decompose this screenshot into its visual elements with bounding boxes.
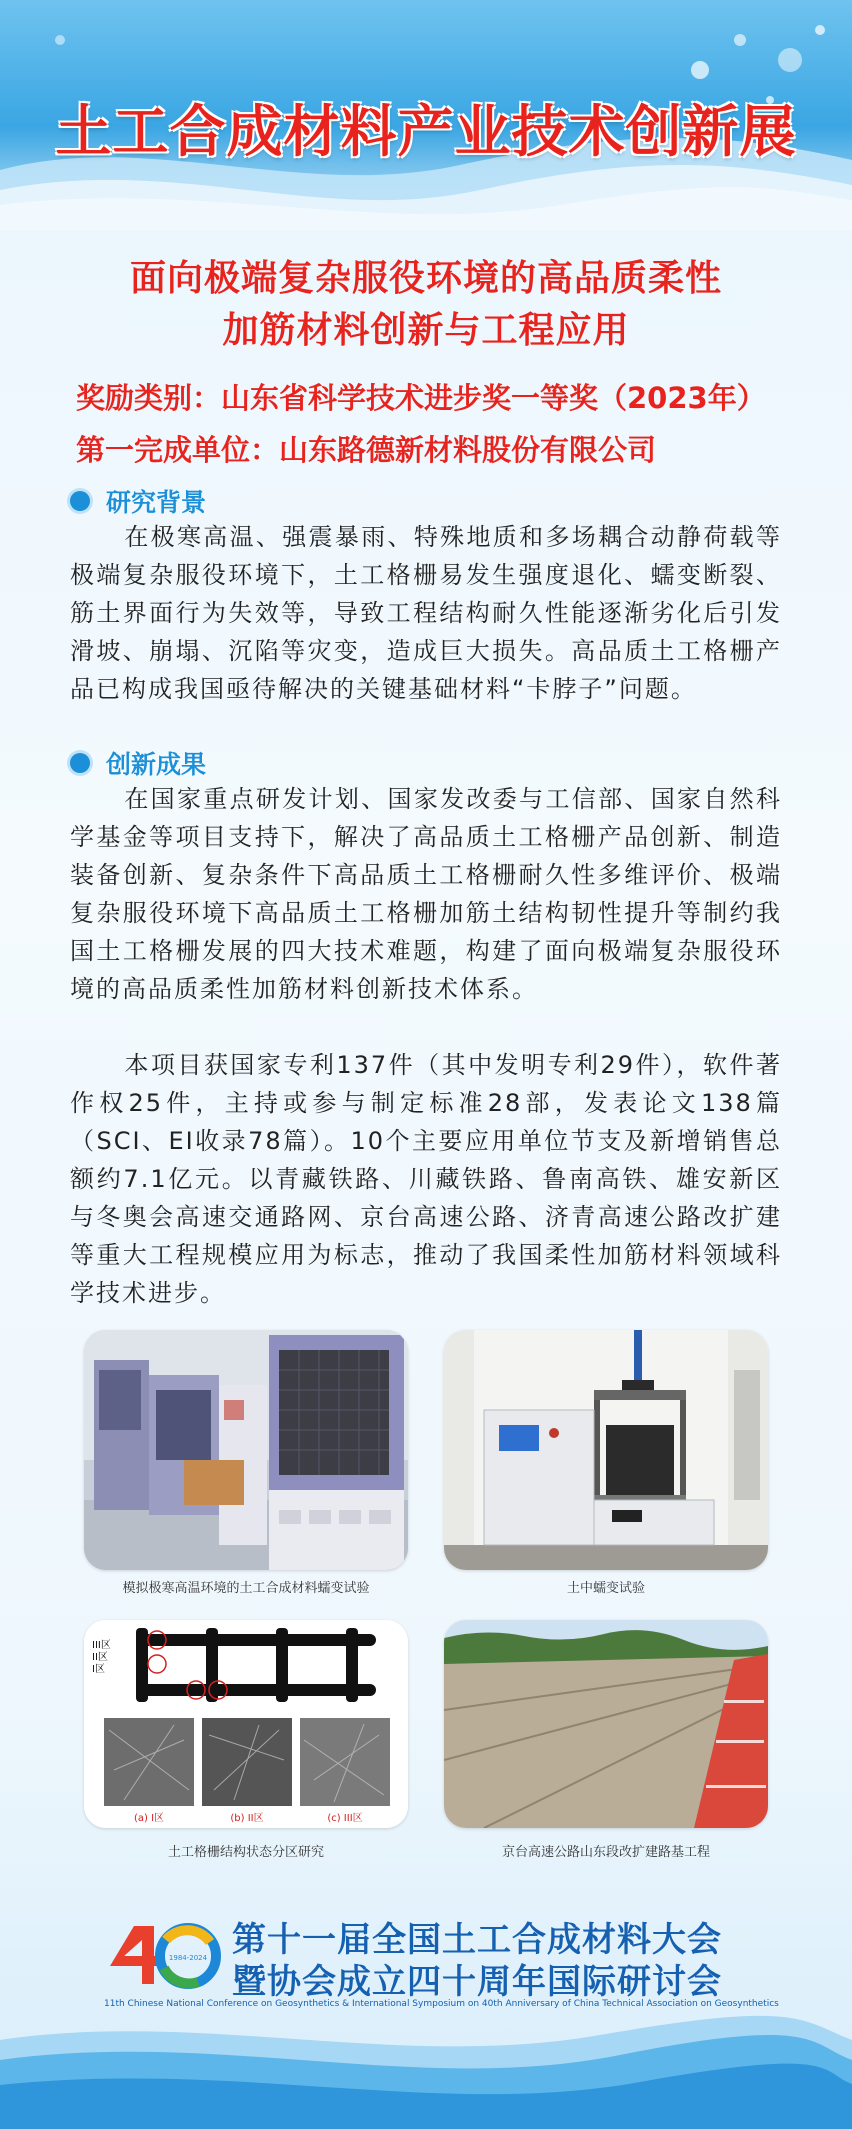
background-paragraph [70, 518, 782, 708]
section-heading-label: 研究背景 [106, 488, 207, 517]
sem-label-c: (c) III区 [327, 1813, 363, 1824]
achievements-paragraph-2 [70, 1046, 782, 1312]
geogrid-zone-diagram [84, 1620, 408, 1828]
bullet-dot-icon [70, 491, 90, 511]
photo-caption: 模拟极寒高温环境的土工合成材料蠕变试验 [122, 1581, 370, 1596]
header-banner [0, 0, 852, 230]
page-title: 土工合成材料产业技术创新展 [55, 100, 797, 165]
project-title-line2: 加筋材料创新与工程应用 [222, 310, 630, 351]
photo-creep-chambers [84, 1330, 408, 1570]
conference-logo-icon [106, 1920, 226, 1994]
footer-wave-decoration [0, 2000, 852, 2129]
photo-geogrid-zones [84, 1620, 408, 1828]
zone-label-2: II区 [92, 1652, 108, 1663]
bullet-dot-icon [70, 753, 90, 773]
photo-highway-subgrade [444, 1620, 768, 1828]
photo-caption: 土工格栅结构状态分区研究 [167, 1845, 324, 1860]
section-heading-achievements [70, 747, 206, 779]
photo-caption: 土中蠕变试验 [566, 1581, 645, 1596]
photo-soil-creep [444, 1330, 768, 1570]
achievements-paragraph-1 [70, 780, 782, 1008]
section-heading-label: 创新成果 [106, 750, 207, 779]
award-category: 奖励类别：山东省科学技术进步奖一等奖（2023年） [76, 381, 766, 415]
sem-label-a: (a) I区 [133, 1813, 165, 1824]
section-heading-background [70, 485, 206, 517]
background-text: 在极寒高温、强震暴雨、特殊地质和多场耦合动静荷载等极端复杂服役环境下，土工格栅易发生强度退化、蠕变断裂、筋土界面行为失效等，导致工程结构耐久性能逐渐劣化后引发滑坡、崩塌、沉陷等灾变，造成巨大损失。高品质土工格栅产品已构成我国亟待解决的关键基础材料“卡脖子”问题。 [70, 523, 782, 703]
highway-subgrade-image [444, 1620, 768, 1828]
achievements-text-1: 在国家重点研发计划、国家发改委与工信部、国家自然科学基金等项目支持下，解决了高品质土工格栅产品创新、制造装备创新、复杂条件下高品质土工格栅耐久性多维评价、极端复杂服役环境下高品质土工格栅加筋土结构韧性提升等制约我国土工格栅发展的四大技术难题，构建了面向极端复杂服役环境的高品质柔性加筋材料创新技术体系。 [70, 785, 782, 1003]
photo-caption: 京台高速公路山东段改扩建路基工程 [501, 1845, 710, 1860]
zone-label-3: III区 [92, 1640, 111, 1651]
creep-chamber-image [84, 1330, 408, 1570]
logo-years: 1984-2024 [168, 1954, 208, 1962]
completion-unit: 第一完成单位：山东路德新材料股份有限公司 [76, 433, 657, 467]
soil-creep-image [444, 1330, 768, 1570]
zone-label-1: I区 [92, 1664, 105, 1675]
achievements-text-2: 本项目获国家专利137件（其中发明专利29件），软件著作权25件，主持或参与制定标准28部，发表论文138篇（SCI、EI收录78篇）。10个主要应用单位节支及新增销售总额约7.1亿元。以青藏铁路、川藏铁路、鲁南高铁、雄安新区与冬奥会高速交通路网、京台高速公路、济青高速公路改扩建等重大工程规模应用为标志，推动了我国柔性加筋材料领域科学技术进步。 [70, 1051, 782, 1307]
sem-label-b: (b) II区 [230, 1813, 264, 1824]
conference-english-title: 11th Chinese National Conference on Geosynthetics & International Symposium on 40th Anniversary of China Technical Association on Geosynthetics [104, 1999, 779, 2009]
conference-title-line2: 暨协会成立四十周年国际研讨会 [232, 1962, 722, 2002]
project-title-line1: 面向极端复杂服役环境的高品质柔性 [129, 258, 722, 299]
conference-title-line1: 第十一届全国土工合成材料大会 [232, 1920, 722, 1960]
